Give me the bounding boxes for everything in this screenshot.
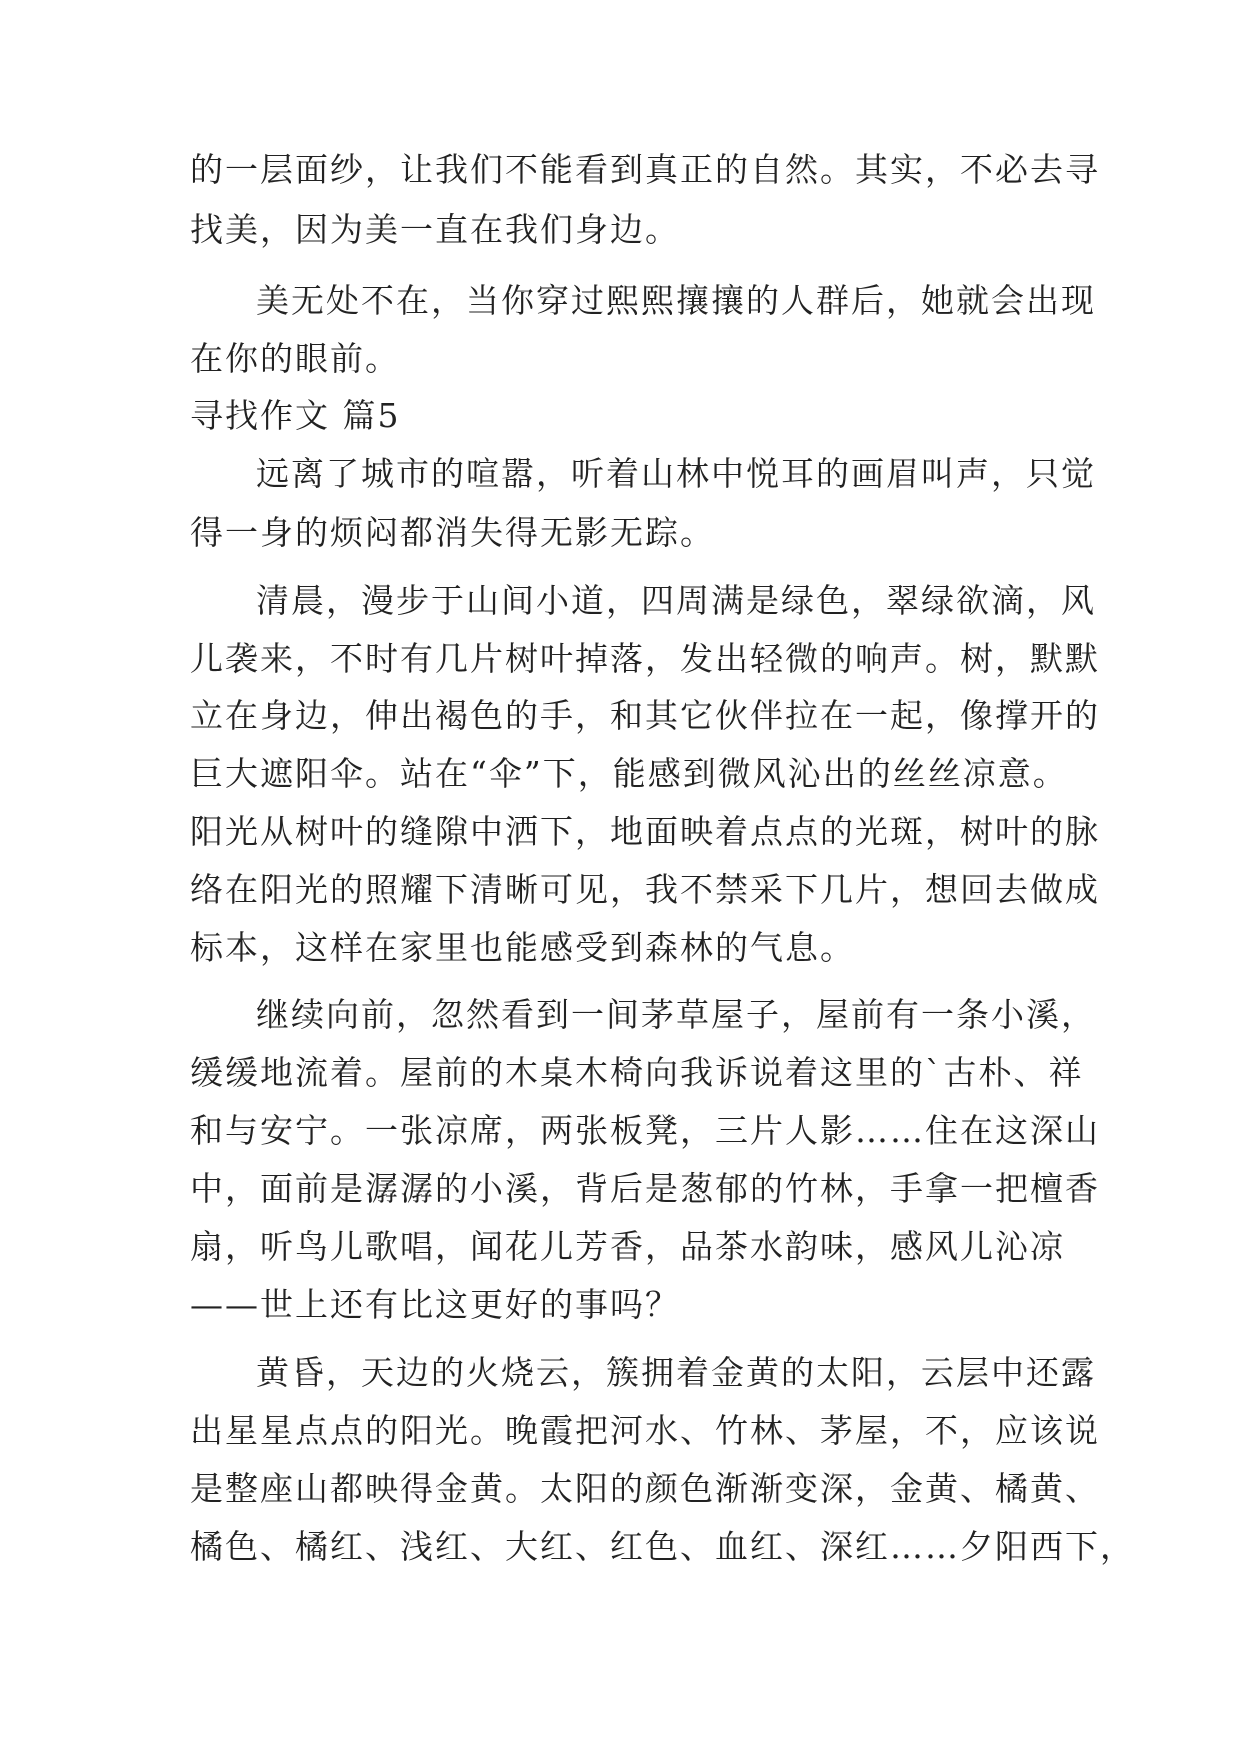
- text-line: 立在身边，伸出褐色的手，和其它伙伴拉在一起，像撑开的: [190, 696, 1100, 735]
- text-line: 扇，听鸟儿歌唱，闻花儿芳香，品茶水韵味，感风儿沁凉: [190, 1227, 1065, 1266]
- text-line: 远离了城市的喧嚣，听着山林中悦耳的画眉叫声，只觉: [256, 454, 1096, 493]
- text-line: 得一身的烦闷都消失得无影无踪。: [190, 513, 715, 552]
- text-line: 美无处不在，当你穿过熙熙攘攘的人群后，她就会出现: [256, 281, 1096, 320]
- text-line: 出星星点点的阳光。晚霞把河水、竹林、茅屋，不，应该说: [190, 1411, 1100, 1450]
- text-line: 黄昏，天边的火烧云，簇拥着金黄的太阳，云层中还露: [256, 1353, 1096, 1392]
- text-line: 标本，这样在家里也能感受到森林的气息。: [190, 928, 855, 967]
- text-line: 清晨，漫步于山间小道，四周满是绿色，翠绿欲滴，风: [256, 581, 1096, 620]
- text-line: 找美，因为美一直在我们身边。: [190, 210, 680, 249]
- text-line: 巨大遮阳伞。站在“伞”下，能感到微风沁出的丝丝凉意。: [190, 754, 1068, 793]
- text-line: 继续向前，忽然看到一间茅草屋子，屋前有一条小溪，: [256, 995, 1096, 1034]
- text-line: 络在阳光的照耀下清晰可见，我不禁采下几片，想回去做成: [190, 870, 1100, 909]
- text-line: 橘色、橘红、浅红、大红、红色、血红、深红……夕阳西下，: [190, 1527, 1135, 1566]
- text-line: 儿袭来，不时有几片树叶掉落，发出轻微的响声。树，默默: [190, 639, 1100, 678]
- text-line: 的一层面纱，让我们不能看到真正的自然。其实，不必去寻: [190, 150, 1100, 189]
- text-line: 是整座山都映得金黄。太阳的颜色渐渐变深，金黄、橘黄、: [190, 1469, 1100, 1508]
- text-line: 在你的眼前。: [190, 339, 400, 378]
- text-line: ——世上还有比这更好的事吗？: [190, 1285, 680, 1324]
- text-line: 中，面前是潺潺的小溪，背后是葱郁的竹林，手拿一把檀香: [190, 1169, 1100, 1208]
- text-line: 缓缓地流着。屋前的木桌木椅向我诉说着这里的`古朴、祥: [190, 1053, 1084, 1092]
- text-line: 阳光从树叶的缝隙中洒下，地面映着点点的光斑，树叶的脉: [190, 812, 1100, 851]
- section-heading: 寻找作文 篇5: [190, 396, 401, 435]
- text-line: 和与安宁。一张凉席，两张板凳，三片人影……住在这深山: [190, 1111, 1100, 1150]
